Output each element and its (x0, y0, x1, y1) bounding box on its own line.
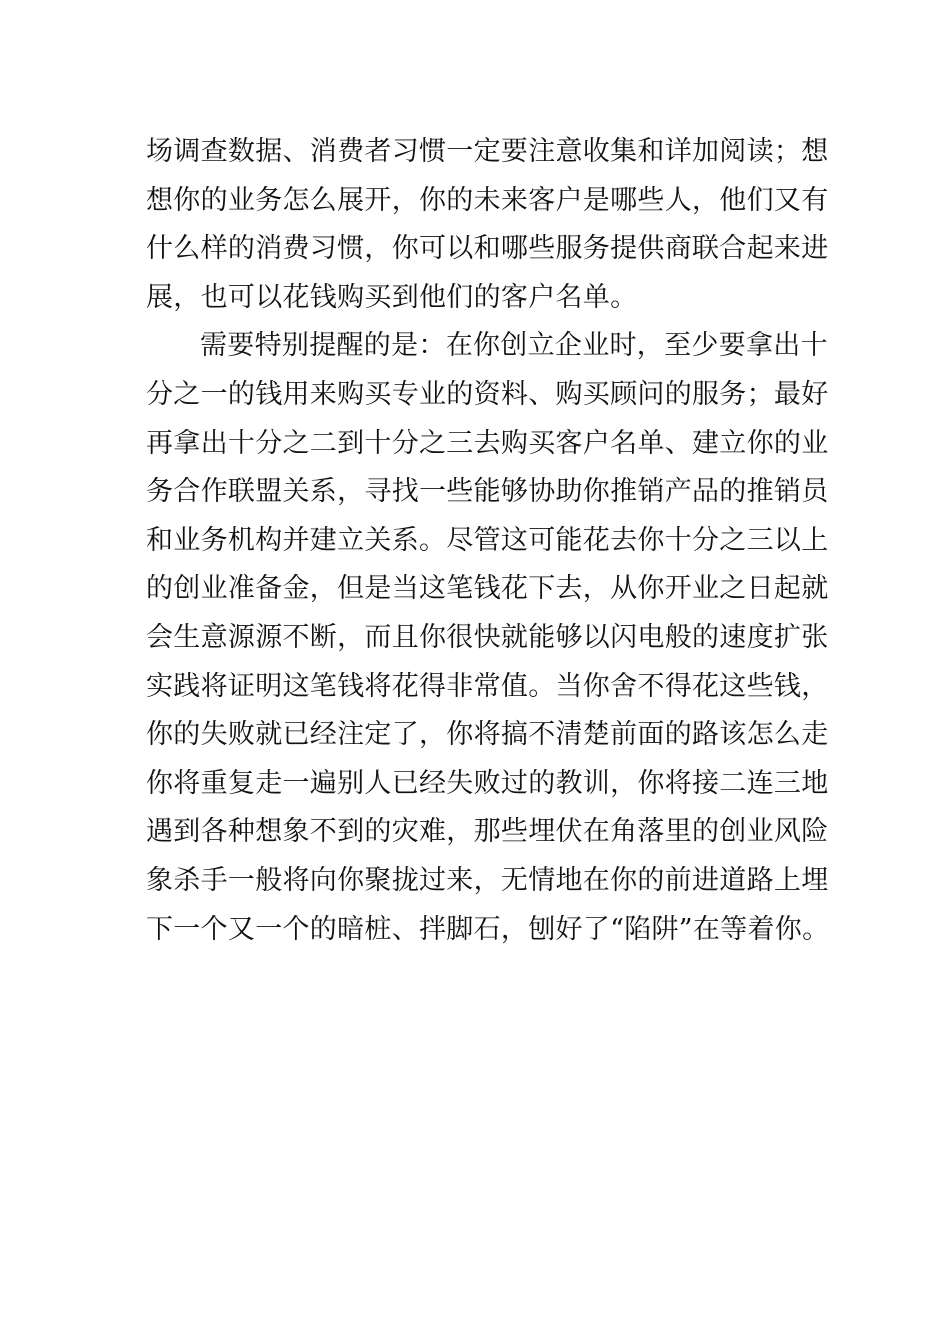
text-line: 分之一的钱用来购买专业的资料、购买顾问的服务；最好 (146, 378, 829, 410)
body-text (146, 128, 830, 954)
text-line: 务合作联盟关系，寻找一些能够协助你推销产品的推销员 (146, 476, 829, 508)
text-line: 的创业准备金，但是当这笔钱花下去，从你开业之日起就 (146, 573, 829, 605)
text-line: 展，也可以花钱购买到他们的客户名单。 (146, 281, 638, 313)
text-line: 实践将证明这笔钱将花得非常值。当你舍不得花这些钱， (146, 670, 829, 702)
text-line: 下一个又一个的暗桩、拌脚石，刨好了“陷阱”在等着你。 (146, 913, 830, 945)
text-line: 遇到各种想象不到的灾难，那些埋伏在角落里的创业风险 (146, 816, 829, 848)
text-line: 再拿出十分之二到十分之三去购买客户名单、建立你的业 (146, 427, 829, 459)
text-line: 会生意源源不断，而且你很快就能够以闪电般的速度扩张 (146, 621, 829, 653)
text-line: 象杀手一般将向你聚拢过来，无情地在你的前进道路上埋 (146, 864, 829, 896)
text-line: 和业务机构并建立关系。尽管这可能花去你十分之三以上 (146, 524, 829, 556)
paragraph-start-line: 需要特别提醒的是：在你创立企业时，至少要拿出十 (200, 330, 828, 362)
text-line: 想你的业务怎么展开，你的未来客户是哪些人，他们又有 (146, 184, 829, 216)
text-line: 场调查数据、消费者习惯一定要注意收集和详加阅读；想 (146, 136, 829, 167)
text-line: 你将重复走一遍别人已经失败过的教训，你将接二连三地 (146, 767, 829, 799)
text-line: 什么样的消费习惯，你可以和哪些服务提供商联合起来进 (146, 233, 829, 265)
text-line: 你的失败就已经注定了，你将搞不清楚前面的路该怎么走 (146, 719, 829, 751)
